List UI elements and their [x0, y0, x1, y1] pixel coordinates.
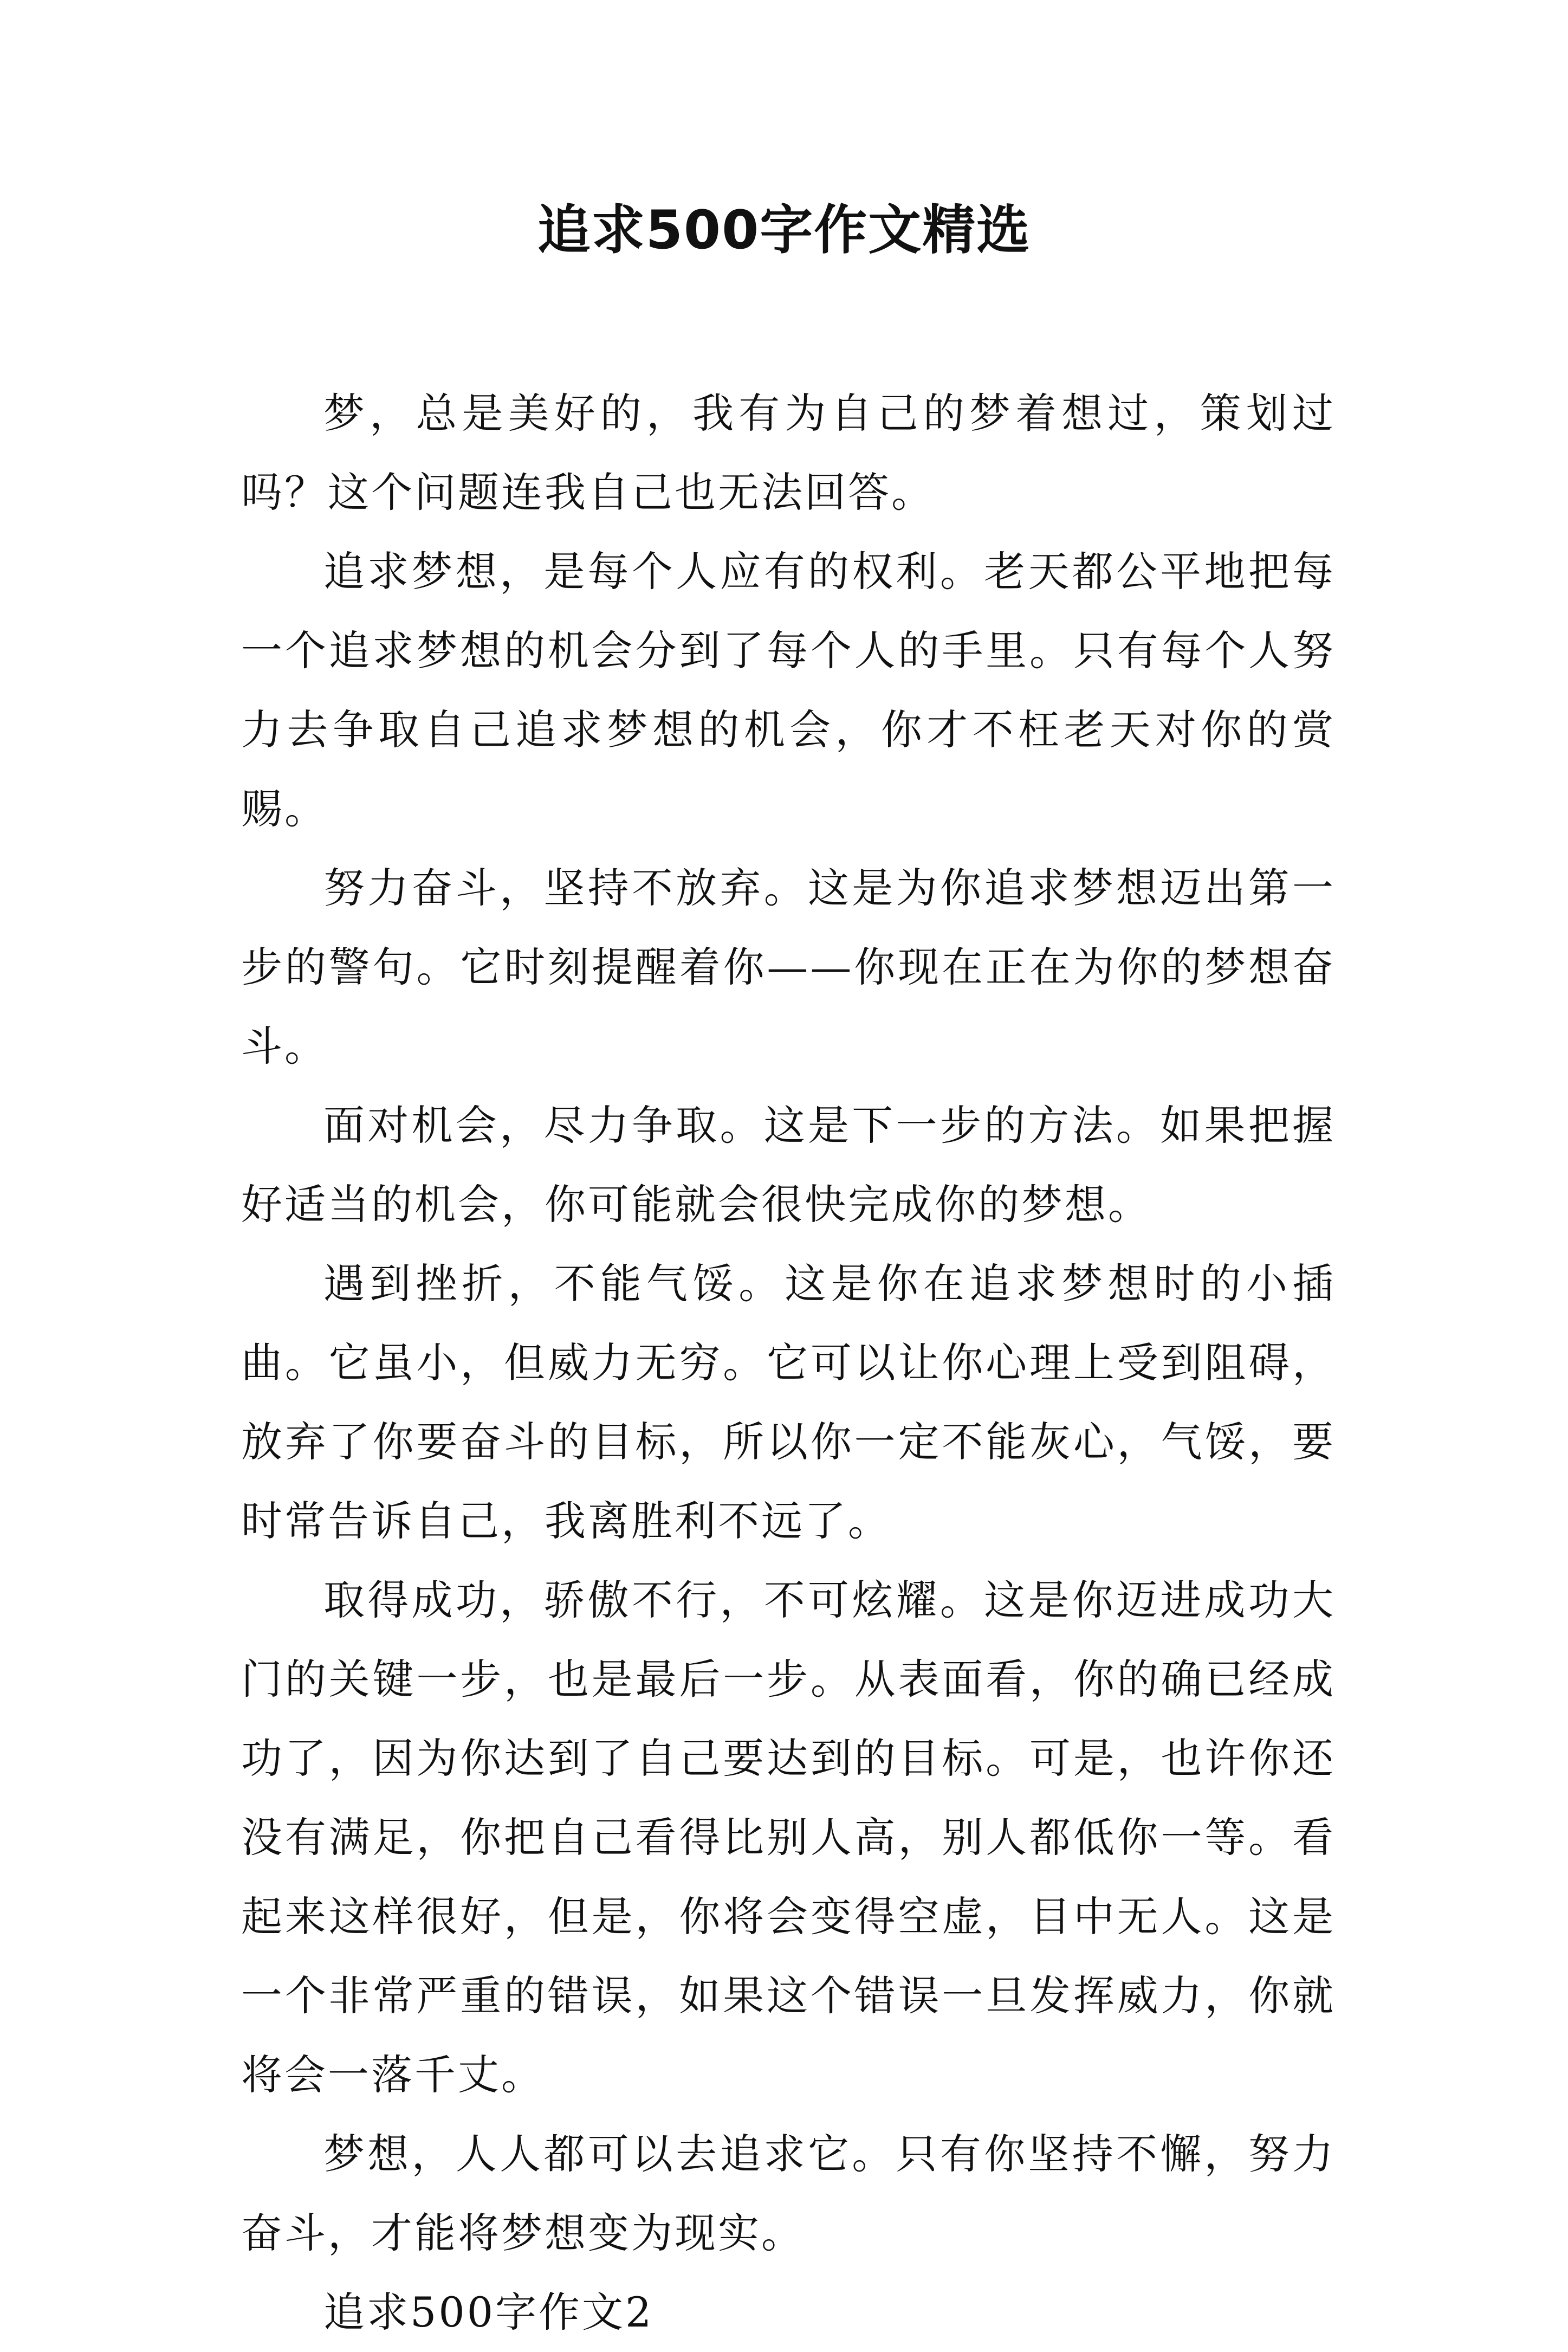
paragraph: 追求梦想，是每个人应有的权利。老天都公平地把每一个追求梦想的机会分到了每个人的手里。只有每个人努力去争取自己追求梦想的机会，你才不枉老天对你的赏赐。 [241, 547, 1336, 833]
paragraph: 梦，总是美好的，我有为自己的梦着想过，策划过吗？这个问题连我自己也无法回答。 [241, 389, 1336, 516]
paragraph: 努力奋斗，坚持不放弃。这是为你追求梦想迈出第一步的警句。它时刻提醒着你——你现在正在为你的梦想奋斗。 [241, 864, 1336, 1070]
document-body [241, 374, 1336, 2352]
paragraph: 取得成功，骄傲不行，不可炫耀。这是你迈进成功大门的关键一步，也是最后一步。从表面看，你的确已经成功了，因为你达到了自己要达到的目标。可是，也许你还没有满足，你把自己看得比别人高，别人都低你一等。看起来这样很好，但是，你将会变得空虚，目中无人。这是一个非常严重的错误，如果这个错误一旦发挥威力，你就将会一落千丈。 [241, 1576, 1336, 2099]
section-heading: 追求500字作文2 [323, 2288, 654, 2336]
paragraph: 遇到挫折，不能气馁。这是你在追求梦想时的小插曲。它虽小，但威力无穷。它可以让你心理上受到阻碍，放弃了你要奋斗的目标，所以你一定不能灰心，气馁，要时常告诉自己，我离胜利不远了。 [241, 1259, 1336, 1545]
paragraph: 面对机会，尽力争取。这是下一步的方法。如果把握好适当的机会，你可能就会很快完成你的梦想。 [241, 1101, 1336, 1229]
document-title: 追求500字作文精选 [537, 199, 1031, 261]
paragraph: 梦想，人人都可以去追求它。只有你坚持不懈，努力奋斗，才能将梦想变为现实。 [241, 2130, 1336, 2257]
